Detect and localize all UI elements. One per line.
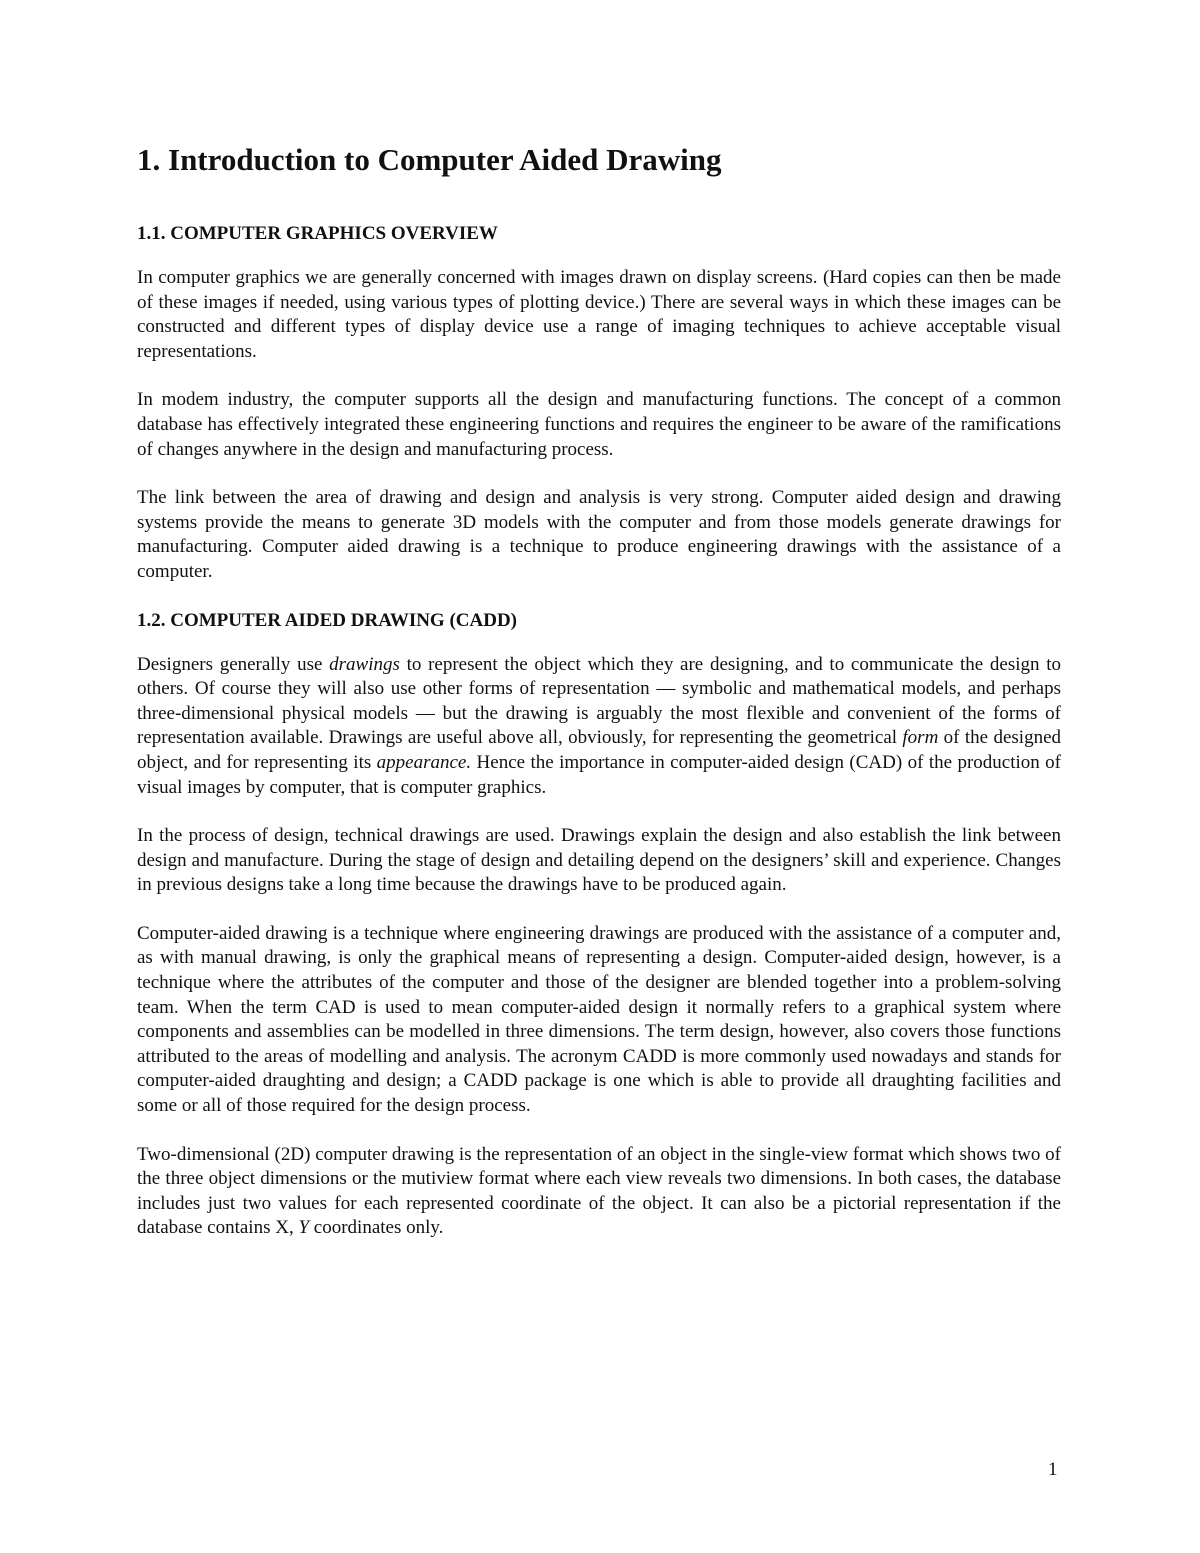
section-heading-graphics-overview: 1.1. COMPUTER GRAPHICS OVERVIEW: [137, 223, 498, 244]
paragraph-drawings: [137, 653, 1061, 801]
text-run: to represent the object which they are designing, and to communicate the design to others. Of course they will also use other forms of representation — symbolic and mathematical models, and perhaps three-dimensional physical models — but the drawing is arguably the most flexible and convenient of the forms of representation available. Drawings are useful above all, obviously, for representing the geometrical: [137, 653, 1061, 749]
emphasis-appearance: appearance.: [376, 751, 472, 773]
document-page: [137, 140, 1061, 1265]
text-run: coordinates only.: [309, 1217, 444, 1239]
paragraph: In modem industry, the computer supports all the design and manufacturing functions. The concept of a common database has effectively integrated these engineering functions and requires the engineer to be aware of the ramifications of changes anywhere in the design and manufacturing process.: [137, 389, 1061, 460]
paragraph: In computer graphics we are generally concerned with images drawn on display screens. (Hard copies can then be made of these images if needed, using various types of plotting device.) There are several ways in which these images can be constructed and different types of display device use a range of imaging techniques to achieve acceptable visual representations.: [137, 267, 1061, 362]
emphasis-drawings: drawings: [329, 653, 400, 675]
emphasis-form: form: [902, 727, 939, 749]
emphasis-y: Y: [298, 1217, 310, 1239]
paragraph: In the process of design, technical drawings are used. Drawings explain the design and also establish the link between design and manufacture. During the stage of design and detailing depend on the designers’ skill and experience. Changes in previous designs take a long time because the drawings have to be produced again.: [137, 825, 1061, 896]
paragraph-2d-drawing: [137, 1143, 1061, 1241]
section-heading-cadd: 1.2. COMPUTER AIDED DRAWING (CADD): [137, 609, 517, 631]
document-title: 1. Introduction to Computer Aided Drawing: [137, 142, 722, 177]
paragraph: The link between the area of drawing and design and analysis is very strong. Computer aided design and drawing systems provide the means to generate 3D models with the computer and from those models generate drawings for manufacturing. Computer aided drawing is a technique to produce engineering drawings with the assistance of a computer.: [137, 487, 1061, 582]
page-number: 1: [1048, 1459, 1058, 1480]
paragraph: Computer-aided drawing is a technique where engineering drawings are produced with the assistance of a computer and, as with manual drawing, is only the graphical means of representing a design. Computer-aided design, however, is a technique where the attributes of the computer and those of the designer are blended together into a problem-solving team. When the term CAD is used to mean computer-aided design it normally refers to a graphical system where components and assemblies can be modelled in three dimensions. The term design, however, also covers those functions attributed to the areas of modelling and analysis. The acronym CADD is more commonly used nowadays and stands for computer-aided draughting and design; a CADD package is one which is able to provide all draughting facilities and some or all of those required for the design process.: [137, 922, 1061, 1117]
text-run: Designers generally use: [137, 653, 330, 675]
text-run: Two-dimensional (2D) computer drawing is the representation of an object in the single-view format which shows two of the three object dimensions or the mutiview format where each view reveals two dimensions. In both cases, the database includes just two values for each represented coordinate of the object. It can also be a pictorial representation if the database contains X,: [137, 1143, 1061, 1239]
text-run: Hence the importance in computer-aided design (CAD) of the production of visual images by computer, that is computer graphics.: [137, 751, 1061, 798]
text-run: of the designed object, and for representing its: [137, 727, 1062, 773]
